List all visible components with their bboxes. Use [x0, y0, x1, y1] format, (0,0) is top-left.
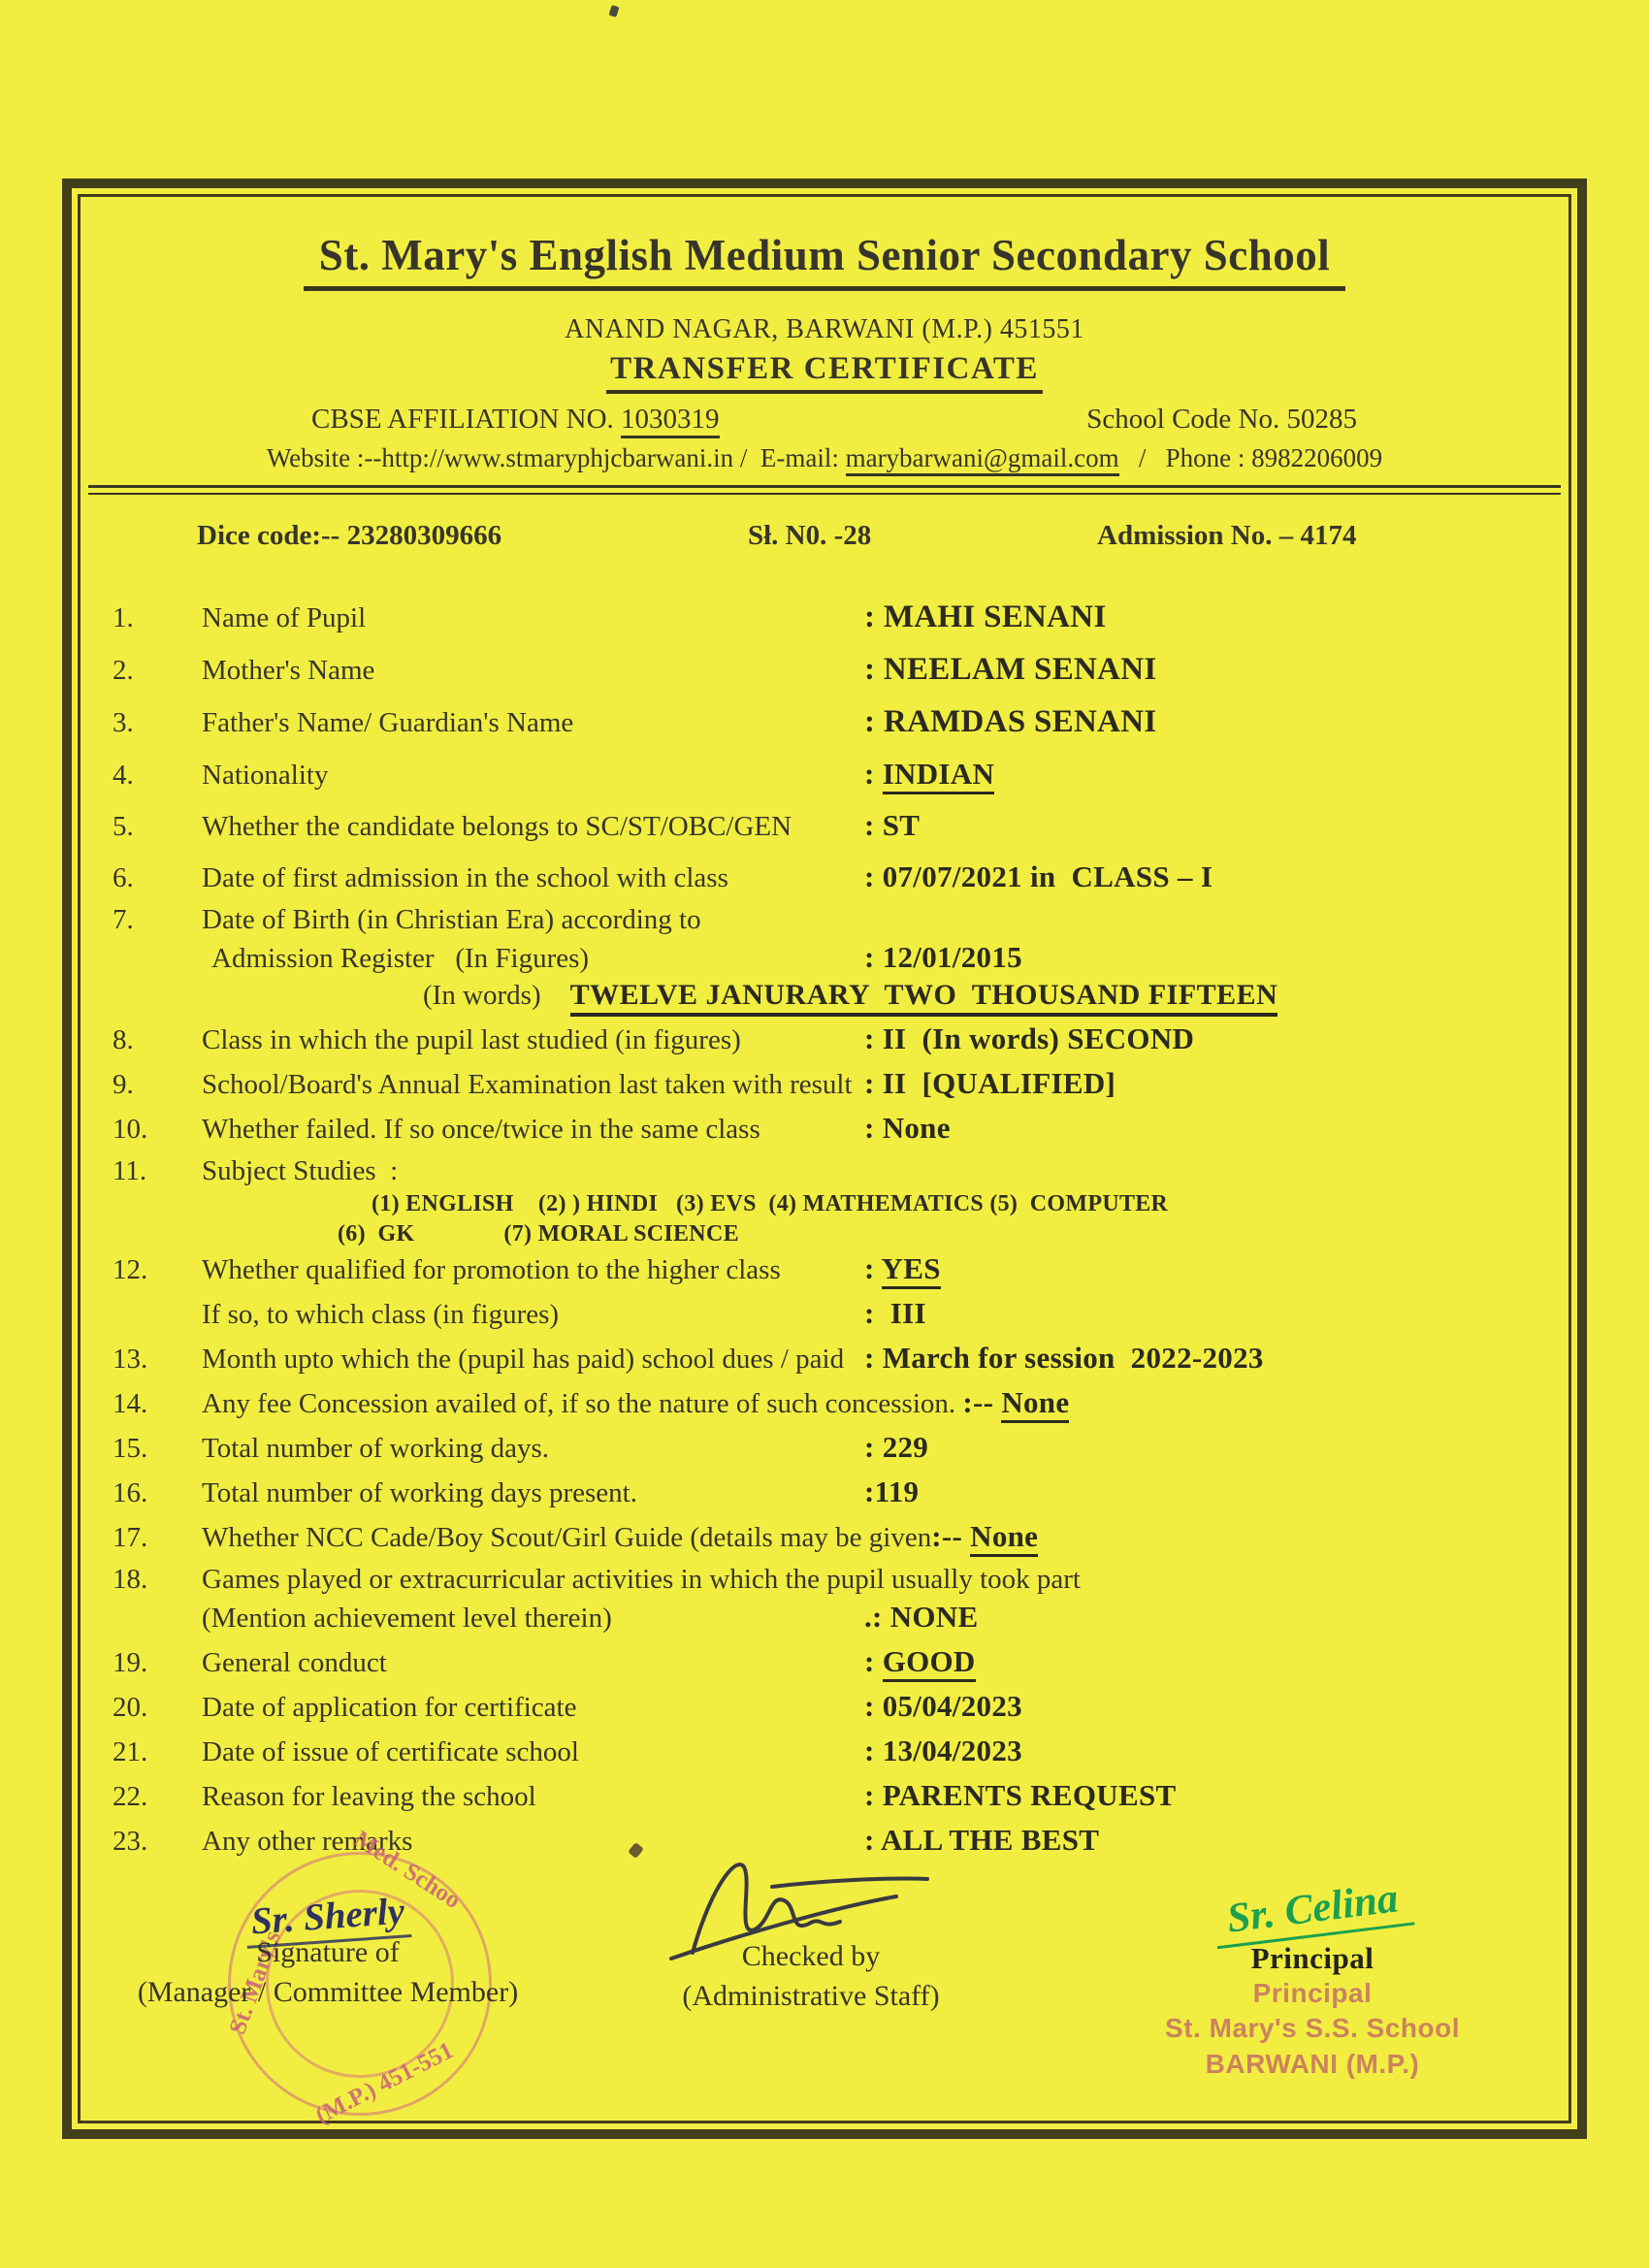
value-text: 07/07/2021 in CLASS – I — [882, 859, 1213, 893]
item-label: Whether qualified for promotion to the higher class — [202, 1254, 781, 1285]
value-text: ST — [882, 808, 921, 842]
item-label: Month upto which the (pupil has paid) school dues / paid — [202, 1344, 852, 1375]
item-number: 12. — [113, 1254, 148, 1285]
item-value — [864, 1430, 1551, 1465]
item-row-20 — [113, 1689, 1551, 1724]
stamp-arc-text: (M.P.) 451-551 — [310, 2037, 458, 2129]
value-colon: : — [864, 1474, 875, 1508]
value-text: None — [1001, 1385, 1069, 1423]
school-code: School Code No. 50285 — [1086, 404, 1357, 435]
value-colon: : — [864, 599, 884, 634]
item-number: 8. — [113, 1024, 134, 1055]
email-address: marybarwani@gmail.com — [846, 443, 1119, 476]
value-colon: : — [864, 1823, 881, 1857]
item-value — [864, 599, 1551, 635]
item-value — [864, 940, 1551, 975]
item-number: 9. — [113, 1069, 134, 1100]
item-row-15 — [113, 1430, 1551, 1465]
value-text: III — [889, 1296, 926, 1330]
item-label: Total number of working days. — [202, 1433, 549, 1464]
subject-moral-science: (7) MORAL SCIENCE — [503, 1221, 739, 1247]
item-row-18-achievement — [113, 1600, 1551, 1635]
value-text: 12/01/2015 — [882, 940, 1022, 974]
item-label: Name of Pupil — [202, 602, 367, 633]
value-colon: : — [864, 1111, 883, 1145]
value-colon: .: — [864, 1600, 890, 1634]
item-number: 4. — [113, 760, 134, 791]
value-colon: : — [864, 859, 883, 893]
item-row-2 — [113, 652, 1551, 688]
item-sublabel: (Mention achievement level therein) — [202, 1603, 612, 1634]
manager-handwritten-signature: Sr. Sherly — [243, 1889, 411, 1949]
item-label: Date of issue of certificate school — [202, 1736, 579, 1767]
email-label: E-mail: — [760, 443, 846, 472]
manager-role-caption: (Manager / Committee Member) — [137, 1975, 519, 2008]
school-address: ANAND NAGAR, BARWANI (M.P.) 451551 — [565, 314, 1084, 344]
item-row-7-figures — [113, 940, 1551, 975]
item-row-14 — [113, 1385, 1551, 1420]
value-colon: : — [864, 1778, 883, 1812]
value-text: NEELAM SENANI — [883, 652, 1157, 687]
item-value — [864, 1644, 1551, 1679]
value-colon: : — [864, 1644, 883, 1678]
value-text: II (In words) SECOND — [882, 1021, 1195, 1055]
item-row-12 — [113, 1251, 1551, 1286]
item-label: Total number of working days present. — [202, 1477, 637, 1508]
item-label: Date of first admission in the school with class — [202, 862, 728, 893]
value-text: RAMDAS SENANI — [883, 704, 1157, 739]
value-colon: : — [864, 1689, 883, 1723]
subjects-line-1: (1) ENGLISH (2) ) HINDI (3) EVS (4) MATHEMATICS (5) COMPUTER — [372, 1191, 1169, 1216]
certificate-items — [81, 599, 1568, 1858]
item-row-13 — [113, 1341, 1551, 1376]
item-label: Any other remarks — [202, 1826, 413, 1857]
header-divider — [88, 485, 1561, 495]
value-colon: : — [864, 652, 884, 687]
value-colon: : — [864, 1430, 883, 1464]
checked-by-role-caption: (Administrative Staff) — [682, 1979, 940, 2012]
item-value — [864, 1066, 1551, 1101]
item-value — [962, 1385, 1069, 1423]
item-row-4 — [113, 757, 1551, 792]
dob-in-words — [202, 979, 1551, 1012]
cbse-affiliation-label: CBSE AFFILIATION NO. — [311, 404, 622, 435]
value-colon: : — [864, 940, 883, 974]
item-number: 13. — [113, 1344, 148, 1375]
affiliation-row — [81, 404, 1568, 436]
stamp-arc-text: St. Mary's — [224, 1928, 286, 2038]
principal-stamp-line: St. Mary's S.S. School — [1165, 2013, 1460, 2044]
item-value — [864, 1689, 1551, 1724]
value-text: MAHI SENANI — [883, 599, 1107, 634]
item-label — [202, 1385, 1551, 1420]
item-label: Reason for leaving the school — [202, 1781, 536, 1812]
cbse-affiliation-number: 1030319 — [621, 404, 720, 438]
principal-stamp — [1118, 1976, 1506, 2082]
value-colon: : — [864, 704, 884, 739]
website-label: Website :-- — [266, 443, 382, 472]
item-value — [864, 1778, 1551, 1813]
item-number: 7. — [113, 904, 134, 935]
value-text: INDIAN — [883, 757, 994, 794]
value-colon: : — [864, 1341, 883, 1375]
item-row-11 — [113, 1155, 1551, 1187]
value-text: None — [882, 1111, 951, 1145]
value-text: 119 — [874, 1474, 920, 1508]
principal-stamp-line: BARWANI (M.P.) — [1205, 2048, 1420, 2079]
item-number: 15. — [113, 1433, 148, 1464]
item-number: 18. — [113, 1564, 148, 1595]
item-number: 20. — [113, 1692, 148, 1723]
value-colon: :-- — [962, 1385, 1002, 1419]
value-text: 05/04/2023 — [882, 1689, 1022, 1723]
in-words-label: (In words) — [423, 980, 541, 1011]
value-colon: :-- — [931, 1519, 971, 1553]
item-row-7-words — [113, 979, 1551, 1012]
dice-code: Dice code:-- 23280309666 — [197, 520, 502, 551]
item-number: 3. — [113, 707, 134, 738]
item-label: Whether the candidate belongs to SC/ST/OBC/GEN — [202, 811, 792, 842]
item-row-10 — [113, 1111, 1551, 1146]
stamp-arc-text: Med. Schoo — [349, 1826, 466, 1914]
in-words-value: TWELVE JANURARY TWO THOUSAND FIFTEEN — [570, 979, 1278, 1017]
value-colon: : — [864, 808, 883, 842]
value-text: PARENTS REQUEST — [882, 1778, 1177, 1812]
item-row-5 — [113, 808, 1551, 843]
item-number: 16. — [113, 1477, 148, 1508]
contact-row — [81, 443, 1568, 473]
item-row-17 — [113, 1519, 1551, 1554]
item-label-text: Any fee Concession availed of, if so the nature of such concession. — [202, 1388, 963, 1419]
principal-stamp-line: Principal — [1252, 1978, 1373, 2008]
meta-row — [81, 520, 1568, 561]
item-row-1 — [113, 599, 1551, 635]
checked-by-signature-block — [617, 1844, 1005, 2016]
item-value — [864, 1733, 1551, 1768]
manager-caption: Signature of — [256, 1936, 400, 1968]
subjects-line-2 — [202, 1221, 1551, 1247]
item-number: 21. — [113, 1736, 148, 1767]
item-number: 19. — [113, 1647, 148, 1678]
item-label: Class in which the pupil last studied (in figures) — [202, 1024, 741, 1055]
principal-title: Principal — [1250, 1941, 1374, 1975]
item-value — [864, 704, 1551, 740]
item-number: 6. — [113, 862, 134, 893]
item-row-16 — [113, 1474, 1551, 1509]
item-value — [864, 652, 1551, 688]
item-value — [864, 1600, 1551, 1635]
item-row-8 — [113, 1021, 1551, 1056]
item-value — [864, 757, 1551, 792]
principal-handwritten-signature: Sr. Celina — [1211, 1873, 1414, 1950]
item-value — [864, 1341, 1551, 1376]
value-text: 229 — [882, 1430, 929, 1464]
item-number: 5. — [113, 811, 134, 842]
scan-artifact — [608, 5, 619, 17]
separator: / — [1118, 443, 1166, 472]
item-row-9 — [113, 1066, 1551, 1101]
item-label: Whether failed. If so once/twice in the same class — [202, 1114, 760, 1145]
item-label: Mother's Name — [202, 655, 375, 686]
item-number: 1. — [113, 602, 134, 633]
item-row-22 — [113, 1778, 1551, 1813]
value-colon: : — [864, 757, 883, 791]
principal-signature-block — [1118, 1844, 1506, 2082]
item-value — [864, 1251, 1551, 1286]
value-text: GOOD — [883, 1644, 976, 1682]
item-value — [864, 1474, 1551, 1509]
item-row-21 — [113, 1733, 1551, 1768]
value-text: YES — [882, 1251, 941, 1289]
value-colon: : — [864, 1251, 882, 1285]
value-colon: : — [864, 1733, 883, 1767]
separator: / — [733, 443, 760, 472]
item-label: Games played or extracurricular activities in which the pupil usually took part — [202, 1564, 1081, 1595]
phone-number: Phone : 8982206009 — [1165, 443, 1383, 472]
item-label: Date of application for certificate — [202, 1692, 577, 1723]
school-name: St. Mary's English Medium Senior Secondary School — [304, 230, 1346, 291]
item-number: 17. — [113, 1522, 148, 1553]
item-number: 11. — [113, 1155, 147, 1186]
value-colon: : — [864, 1066, 883, 1100]
value-text: None — [970, 1519, 1038, 1557]
admission-number: Admission No. – 4174 — [1097, 520, 1357, 551]
value-text: II [QUALIFIED] — [882, 1066, 1116, 1100]
item-row-6 — [113, 859, 1551, 894]
item-value — [864, 1111, 1551, 1146]
school-name-line — [81, 230, 1568, 291]
item-sublabel: If so, to which class (in figures) — [202, 1299, 560, 1330]
item-label: Father's Name/ Guardian's Name — [202, 707, 574, 738]
item-label: General conduct — [202, 1647, 387, 1678]
item-label: Subject Studies : — [202, 1155, 399, 1186]
item-value — [864, 1296, 1551, 1331]
item-number: 22. — [113, 1781, 148, 1812]
item-label: School/Board's Annual Examination last taken with result — [202, 1069, 859, 1100]
certificate-header — [81, 197, 1568, 495]
value-colon: : — [864, 1296, 890, 1330]
value-text: ALL THE BEST — [880, 1823, 1100, 1857]
doc-title-line — [81, 345, 1568, 394]
item-number: 2. — [113, 655, 134, 686]
value-text: 13/04/2023 — [882, 1733, 1022, 1767]
item-row-19 — [113, 1644, 1551, 1679]
item-value — [864, 859, 1551, 894]
item-sublabel: Admission Register (In Figures) — [211, 943, 590, 974]
item-value — [931, 1519, 1038, 1557]
certificate-inner-border — [78, 194, 1571, 2129]
website-url: http://www.stmaryphjcbarwani.in — [381, 443, 734, 472]
item-row-3 — [113, 704, 1551, 740]
serial-number: Sł. N0. -28 — [748, 520, 872, 551]
item-row-7 — [113, 904, 1551, 936]
value-text: NONE — [889, 1600, 979, 1634]
subject-gk: (6) GK — [338, 1221, 415, 1247]
cbse-affiliation — [311, 404, 720, 436]
item-value — [864, 1021, 1551, 1056]
item-value — [864, 808, 1551, 843]
item-number: 23. — [113, 1826, 148, 1857]
item-label-text: Whether NCC Cade/Boy Scout/Girl Guide (details may be given — [202, 1522, 932, 1553]
item-row-18 — [113, 1564, 1551, 1596]
item-label: Nationality — [202, 760, 329, 791]
certificate-outer-border — [62, 178, 1587, 2139]
item-label: Date of Birth (in Christian Era) according to — [202, 904, 701, 935]
value-colon: : — [864, 1021, 883, 1055]
value-text: March for session 2022-2023 — [882, 1341, 1264, 1375]
item-row-11-subjects-2 — [113, 1221, 1551, 1247]
checked-by-caption: Checked by — [741, 1940, 881, 1972]
item-row-12-class — [113, 1296, 1551, 1331]
item-label — [202, 1519, 1551, 1554]
item-number: 10. — [113, 1114, 148, 1145]
doc-title: TRANSFER CERTIFICATE — [606, 351, 1043, 394]
item-number: 14. — [113, 1388, 148, 1419]
item-row-11-subjects-1 — [113, 1191, 1551, 1217]
